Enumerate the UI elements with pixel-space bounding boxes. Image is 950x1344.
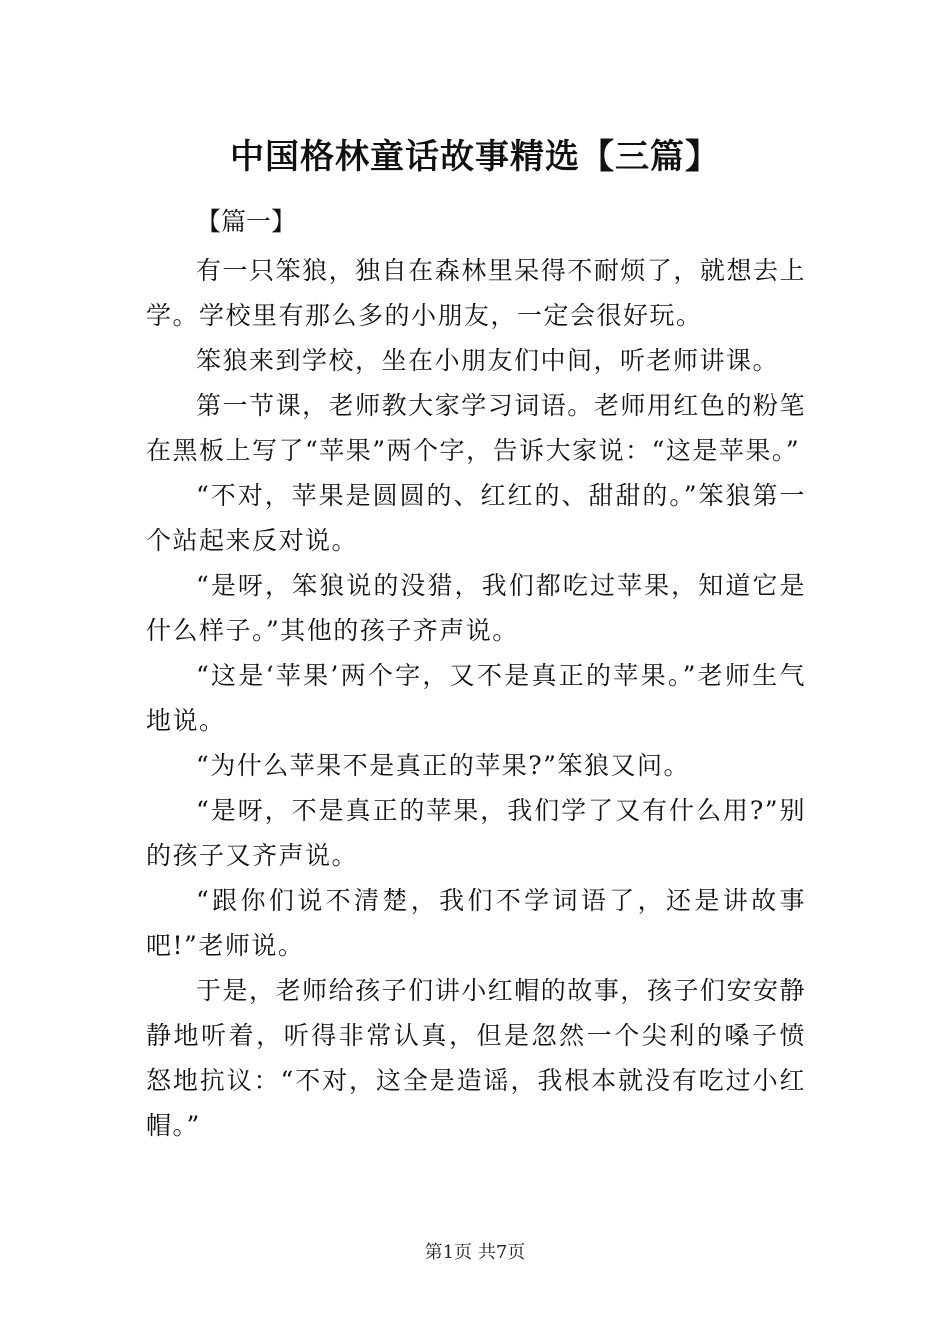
document-body	[146, 248, 806, 1148]
paragraph: “不对，苹果是圆圆的、红红的、甜甜的。”笨狼第一个站起来反对说。	[146, 481, 806, 555]
section-label: 【篇一】	[196, 207, 297, 236]
paragraph: 笨狼来到学校，坐在小朋友们中间，听老师讲课。	[196, 346, 780, 375]
paragraph: 第一节课，老师教大家学习词语。老师用红色的粉笔在黑板上写了“苹果”两个字，告诉大家说：“这是苹果。”	[146, 391, 806, 465]
page-footer: 第1页 共7页	[424, 1242, 526, 1263]
paragraph: “为什么苹果不是真正的苹果?”笨狼又问。	[196, 751, 690, 780]
paragraph: “是呀，不是真正的苹果，我们学了又有什么用?”别的孩子又齐声说。	[146, 796, 806, 870]
paragraph: 有一只笨狼，独自在森林里呆得不耐烦了，就想去上学。学校里有那么多的小朋友，一定会很好玩。	[146, 256, 806, 330]
paragraph: 于是，老师给孩子们讲小红帽的故事，孩子们安安静静地听着，听得非常认真，但是忽然一个尖利的嗓子愤怒地抗议：“不对，这全是造谣，我根本就没有吃过小红帽。”	[146, 976, 806, 1140]
document-title: 中国格林童话故事精选【三篇】	[230, 137, 720, 177]
paragraph: “这是‘苹果’两个字，又不是真正的苹果。”老师生气地说。	[146, 661, 806, 735]
paragraph: “跟你们说不清楚，我们不学词语了，还是讲故事吧!”老师说。	[146, 886, 806, 960]
paragraph: “是呀，笨狼说的没猎，我们都吃过苹果，知道它是什么样子。”其他的孩子齐声说。	[146, 571, 806, 645]
